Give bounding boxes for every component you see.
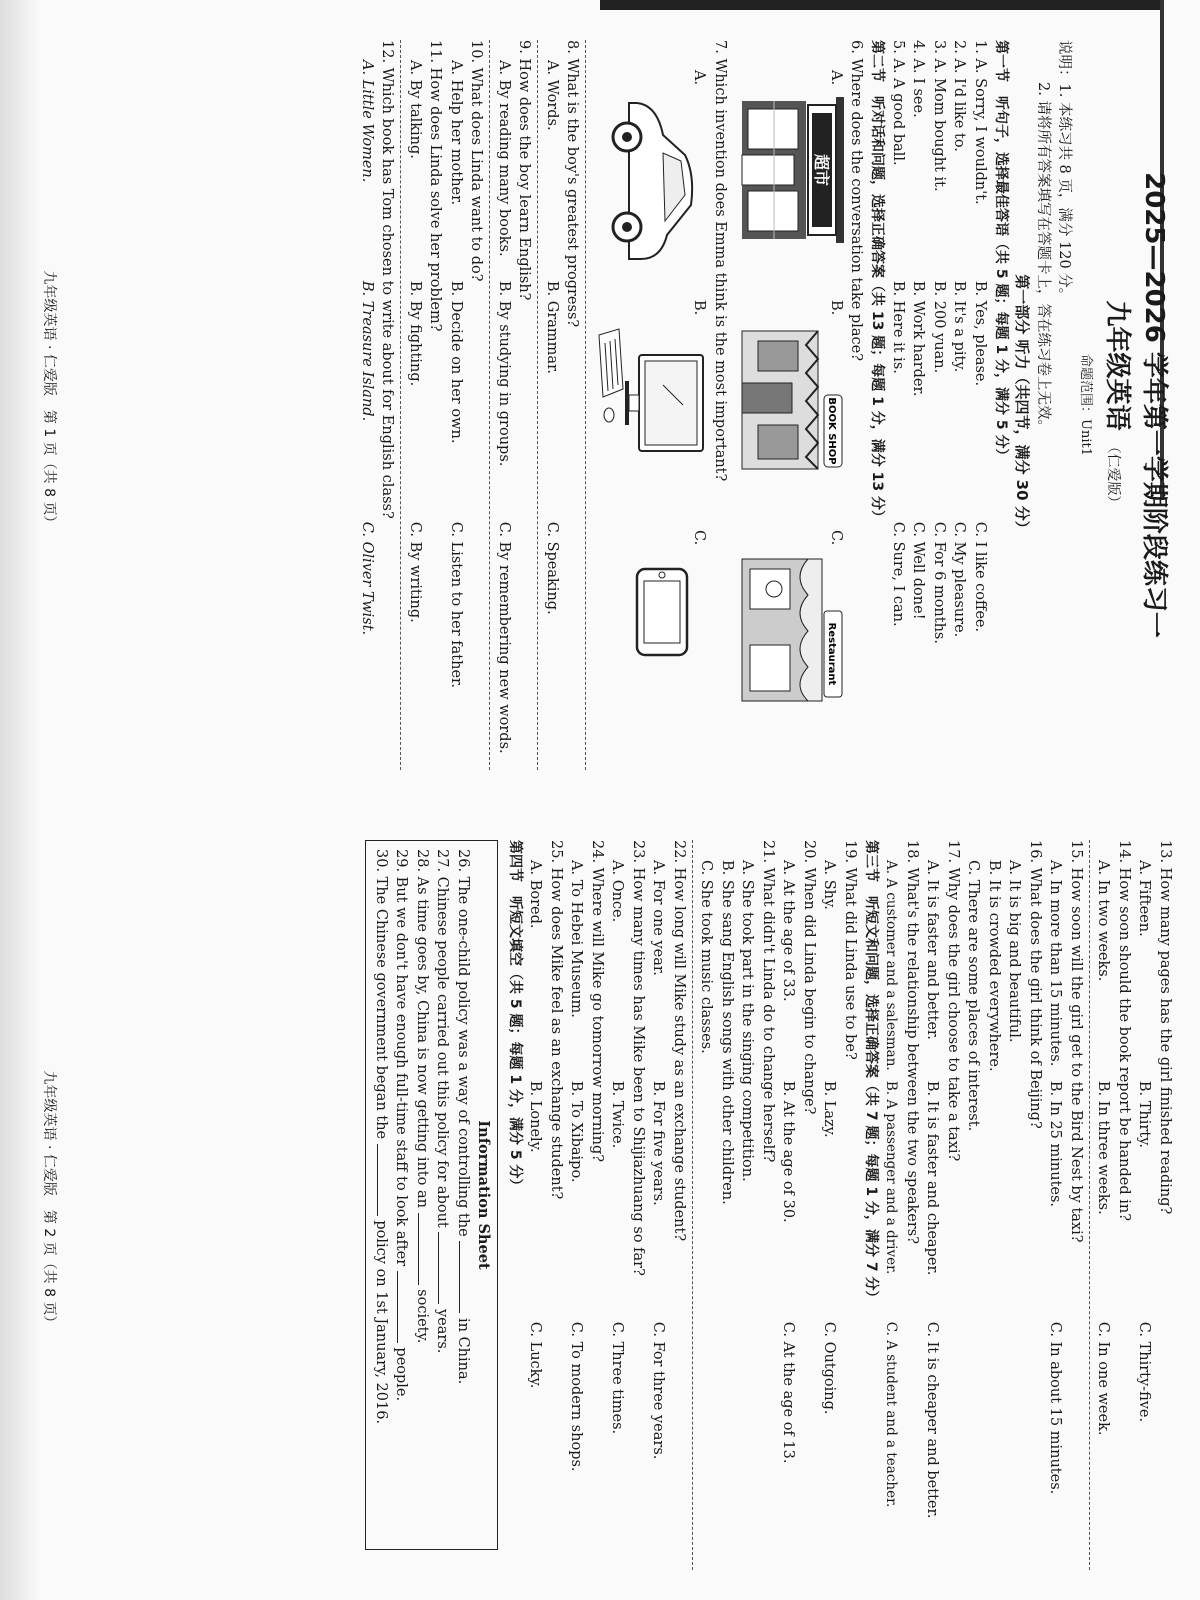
question-14-options: A. In two weeks. B. In three weeks. C. In one week. xyxy=(1095,860,1112,1436)
question-5: 5. A. A good ball. B. Here it is. C. Sure, I can. xyxy=(890,40,906,627)
scope-label: 命题范围：Unit1 xyxy=(1078,354,1093,456)
blank-item-29: 29. But we don't have enough full-time staff to look after people. xyxy=(393,849,410,1402)
question-6: 6. Where does the conversation take place? xyxy=(848,40,865,361)
question-24-options: A. To Hebei Museum. B. To Xibaipo. C. To modern shops. xyxy=(568,860,585,1472)
page-2 xyxy=(0,800,1200,1600)
section-1-title: 第一节 听句子，选择最佳答语（共 5 题；每题 1 分，满分 5 分） xyxy=(993,40,1009,463)
question-9-options: A. By reading many books. B. By studying in groups. C. By remembering new words. xyxy=(496,60,512,754)
question-4: 4. A. I see. B. Work harder. C. Well done! xyxy=(910,40,927,620)
page-2-footer: 九年级英语 · 仁爱版 第 2 页（共 8 页） xyxy=(41,1070,57,1330)
q7-option-c: C. xyxy=(590,530,708,740)
section-2-title: 第二节 听对话和问题，选择正确答案（共 13 题；每题 1 分，满分 13 分） xyxy=(869,40,886,524)
answer-blank[interactable] xyxy=(398,1271,411,1343)
question-16: 16. What does the girl think of Beijing? xyxy=(1027,840,1043,1129)
divider xyxy=(1089,840,1090,1570)
question-16-option-b: B. It is crowded everywhere. xyxy=(986,860,1002,1072)
question-17-options: A. It is faster and better. B. It is faster and cheaper. C. It is cheaper and better. xyxy=(924,860,941,1519)
question-19: 19. What did Linda use to be? xyxy=(842,840,858,1060)
question-11-options: A. By talking. B. By fighting. C. By writing. xyxy=(407,60,423,623)
blank-item-26: 26. The one-child policy was a way of controlling the in China. xyxy=(455,849,471,1385)
question-20-options: A. At the age of 33. B. At the age of 30. C. At the age of 13. xyxy=(780,860,797,1464)
question-17: 17. Why does the girl choose to take a taxi? xyxy=(945,840,961,1162)
car-icon xyxy=(598,95,708,265)
page-1-footer: 九年级英语 · 仁爱版 第 1 页（共 8 页） xyxy=(41,270,57,530)
question-2: 2. A. I'd like to. B. It's a pity. C. My pleasure. xyxy=(951,40,968,638)
computer-icon xyxy=(598,325,708,465)
divider xyxy=(692,840,693,1570)
blank-item-30: 30. The Chinese government began the policy on 1st January, 2016. xyxy=(373,849,389,1425)
note-2: 2. 请将所有答案填写在答题卡上，答在练习卷上无效。 xyxy=(1035,82,1052,434)
question-23-options: A. Once. B. Twice. C. Three times. xyxy=(609,860,626,1435)
question-18: 18. What's the relationship between the two speakers? xyxy=(904,840,920,1245)
q6-option-c: C. Restaurant xyxy=(732,530,844,740)
question-16-option-c: C. There are some places of interest. xyxy=(965,860,982,1132)
question-20: 20. When did Linda begin to change? xyxy=(801,840,817,1115)
q7-pictures xyxy=(590,40,708,770)
divider xyxy=(586,40,587,770)
divider xyxy=(490,40,491,770)
question-22: 22. How long will Mike study as an exchange student? xyxy=(671,840,687,1242)
divider xyxy=(538,40,539,770)
question-16-option-a: A. It is big and beautiful. xyxy=(1006,860,1023,1043)
question-14: 14. How soon should the book report be handed in? xyxy=(1116,840,1132,1221)
divider xyxy=(401,40,402,770)
question-9: 9. How does the boy learn English? xyxy=(516,40,533,301)
information-sheet-title: Information Sheet xyxy=(475,1120,492,1270)
section-3-title: 第三节 听短文和问题，选择正确答案（共 7 题；每题 1 分，满分 7 分） xyxy=(863,840,879,1305)
question-25-options: A. Bored. B. Lonely. C. Lucky. xyxy=(527,860,544,1389)
q6-option-a: A. 超市 xyxy=(732,70,844,280)
question-1: 1. A. Sorry, I wouldn't. B. Yes, please. C. I like coffee. xyxy=(972,40,988,633)
q6-option-b: B. BOOK SHOP xyxy=(732,300,844,510)
answer-blank[interactable] xyxy=(377,1144,390,1216)
question-10: 10. What does Linda want to do? xyxy=(468,40,485,282)
question-12-options: A. Little Women. B. Treasure Island. C. Oliver Twist. xyxy=(359,60,375,636)
question-7: 7. Which invention does Emma think is the most important? xyxy=(712,40,728,482)
q7-option-a: A. xyxy=(590,70,708,280)
answer-blank[interactable] xyxy=(418,1213,431,1285)
year-title: 2025—2026 学年第一学期阶段练习一 xyxy=(1139,172,1169,638)
part-1-title: 第一部分 听力（共四节，满分 30 分） xyxy=(1013,274,1031,536)
question-21-option-c: C. She took music classes. xyxy=(698,860,715,1054)
svg-text:BOOK SHOP: BOOK SHOP xyxy=(826,397,837,465)
q7-option-b: B. xyxy=(590,300,708,510)
restaurant-icon xyxy=(740,555,844,705)
question-21: 21. What didn't Linda do to change herself? xyxy=(760,840,776,1163)
question-3: 3. A. Mom bought it. B. 200 yuan. C. For 6 months. xyxy=(931,40,947,644)
question-12: 12. Which book has Tom chosen to write about for English class? xyxy=(379,40,396,519)
svg-text:Restaurant: Restaurant xyxy=(826,622,837,686)
subject-title: 九年级英语 xyxy=(1102,300,1132,431)
question-8-options: A. Words. B. Grammar. C. Speaking. xyxy=(544,60,560,615)
question-8: 8. What is the boy's greatest progress? xyxy=(564,40,581,328)
question-10-options: A. Help her mother. B. Decide on her own. C. Listen to her father. xyxy=(448,60,464,688)
supermarket-icon xyxy=(740,95,844,245)
answer-blank[interactable] xyxy=(439,1232,452,1304)
question-15: 15. How soon will the girl get to the Bird Nest by taxi? xyxy=(1068,840,1084,1243)
blank-item-27: 27. Chinese people carried out this policy for about years. xyxy=(434,849,451,1354)
question-19-options: A. Shy. B. Lazy. C. Outgoing. xyxy=(821,860,838,1415)
blank-item-28: 28. As time goes by, China is now getting into an society. xyxy=(414,849,430,1344)
question-13-options: A. Fifteen. B. Thirty. C. Thirty-five. xyxy=(1136,860,1153,1423)
note-1: 说明：1. 本练习共 8 页，满分 120 分。 xyxy=(1056,40,1072,303)
question-18-options: A. A customer and a salesman. B. A passenger and a driver. C. A student and a teacher. xyxy=(883,860,900,1508)
mobile-phone-icon xyxy=(598,555,708,665)
section-4-title: 第四节 听短文填空（共 5 题；每题 1 分，满分 5 分） xyxy=(507,840,523,1193)
question-15-options: A. In more than 15 minutes. B. In 25 minutes. C. In about 15 minutes. xyxy=(1047,860,1064,1495)
q6-pictures xyxy=(732,40,844,770)
svg-text:超市: 超市 xyxy=(812,154,831,187)
edition-label: （仁爱版） xyxy=(1105,439,1121,510)
question-23: 23. How many times has Mike been to Shijiazhuang so far? xyxy=(630,840,646,1276)
question-13: 13. How many pages has the girl finished reading? xyxy=(1157,840,1173,1215)
information-sheet xyxy=(366,840,499,1550)
exam-title xyxy=(1101,40,1175,770)
question-21-option-b: B. She sang English songs with other children. xyxy=(719,860,735,1205)
question-24: 24. Where will Mike go tomorrow morning? xyxy=(589,840,605,1163)
question-22-options: A. For one year. B. For five years. C. For three years. xyxy=(650,860,667,1460)
question-21-option-a: A. She took part in the singing competition. xyxy=(739,860,756,1182)
question-25: 25. How does Mike feel as an exchange student? xyxy=(548,840,564,1200)
question-11: 11. How does Linda solve her problem? xyxy=(427,40,444,332)
answer-blank[interactable] xyxy=(459,1241,472,1313)
bookshop-icon xyxy=(740,325,844,475)
